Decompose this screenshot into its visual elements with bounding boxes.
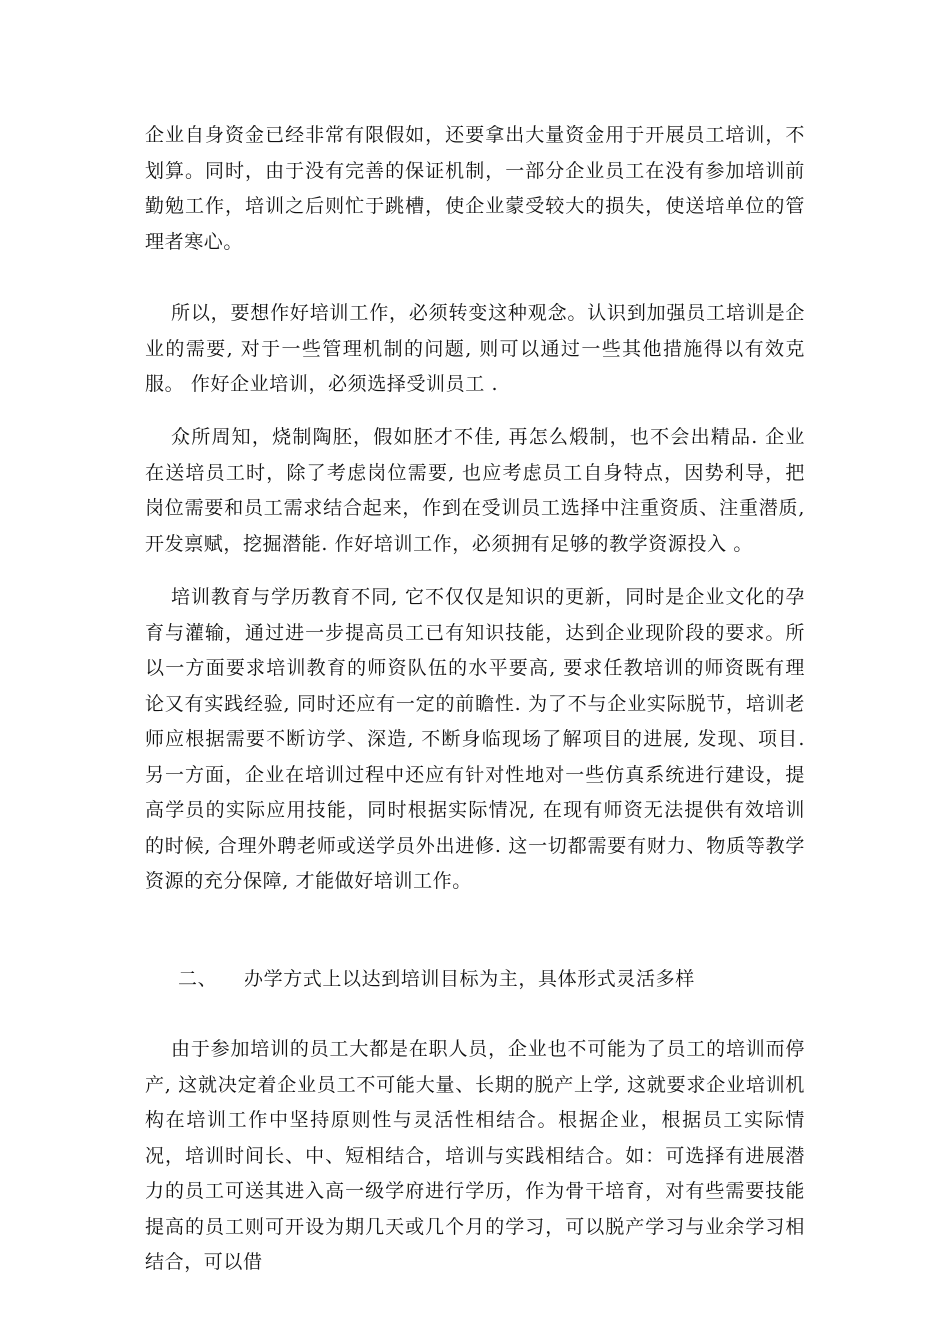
paragraph-change-mindset: 所以，要想作好培训工作，必须转变这种观念。认识到加强员工培训是企业的需要, 对于一些管理机制的问题, 则可以通过一些其他措施得以有效克服。 作好企业培训，必须选择受训员工 .: [145, 302, 805, 395]
paragraph-funding-concern: 企业自身资金已经非常有限假如，还要拿出大量资金用于开展员工培训，不划算。同时，由于没有完善的保证机制，一部分企业员工在没有参加培训前勤勉工作，培训之后则忙于跳槽，使企业蒙受较大的损失，使送培单位的管理者寒心。: [145, 124, 805, 253]
paragraph-select-trainees: 众所周知，烧制陶胚，假如胚才不佳, 再怎么煅制，也不会出精品. 企业在送培员工时，除了考虑岗位需要, 也应考虑员工自身特点，因势利导，把岗位需要和员工需求结合起来，作到在受训员工选择中注重资质、注重潜质, 开发禀赋，挖掘潜能. 作好培训工作，必须拥有足够的教学资源投入 。: [145, 426, 805, 555]
section-heading-number: 二、: [178, 968, 218, 990]
paragraph-teaching-resources: 培训教育与学历教育不同, 它不仅仅是知识的更新，同时是企业文化的孕育与灌输，通过进一步提高员工已有知识技能，达到企业现阶段的要求。所以一方面要求培训教育的师资队伍的水平要高, 要求任教培训的师资既有理论又有实践经验, 同时还应有一定的前瞻性. 为了不与企业实际脱节，培训老师应根据需要不断访学、深造, 不断身临现场了解项目的进展, 发现、项目. 另一方面，企业在培训过程中还应有针对性地对一些仿真系统进行建设，提高学员的实际应用技能，同时根据实际情况, 在现有师资无法提供有效培训的时候, 合理外聘老师或送学员外出进修. 这一切都需要有财力、物质等教学资源的充分保障, 才能做好培训工作。: [145, 586, 805, 892]
paragraph-flexible-forms: 由于参加培训的员工大都是在职人员，企业也不可能为了员工的培训而停产, 这就决定着企业员工不可能大量、长期的脱产上学, 这就要求企业培训机构在培训工作中坚持原则性与灵活性相结合。根据企业，根据员工实际情况，培训时间长、中、短相结合，培训与实践相结合。如：可选择有进展潜力的员工可送其进入高一级学府进行学历，作为骨干培育，对有些需要技能提高的员工则可开设为期几天或几个月的学习，可以脱产学习与业余学习相结合，可以借: [145, 1038, 805, 1273]
section-heading: [178, 962, 695, 997]
section-heading-title: 办学方式上以达到培训目标为主，具体形式灵活多样: [244, 968, 695, 990]
